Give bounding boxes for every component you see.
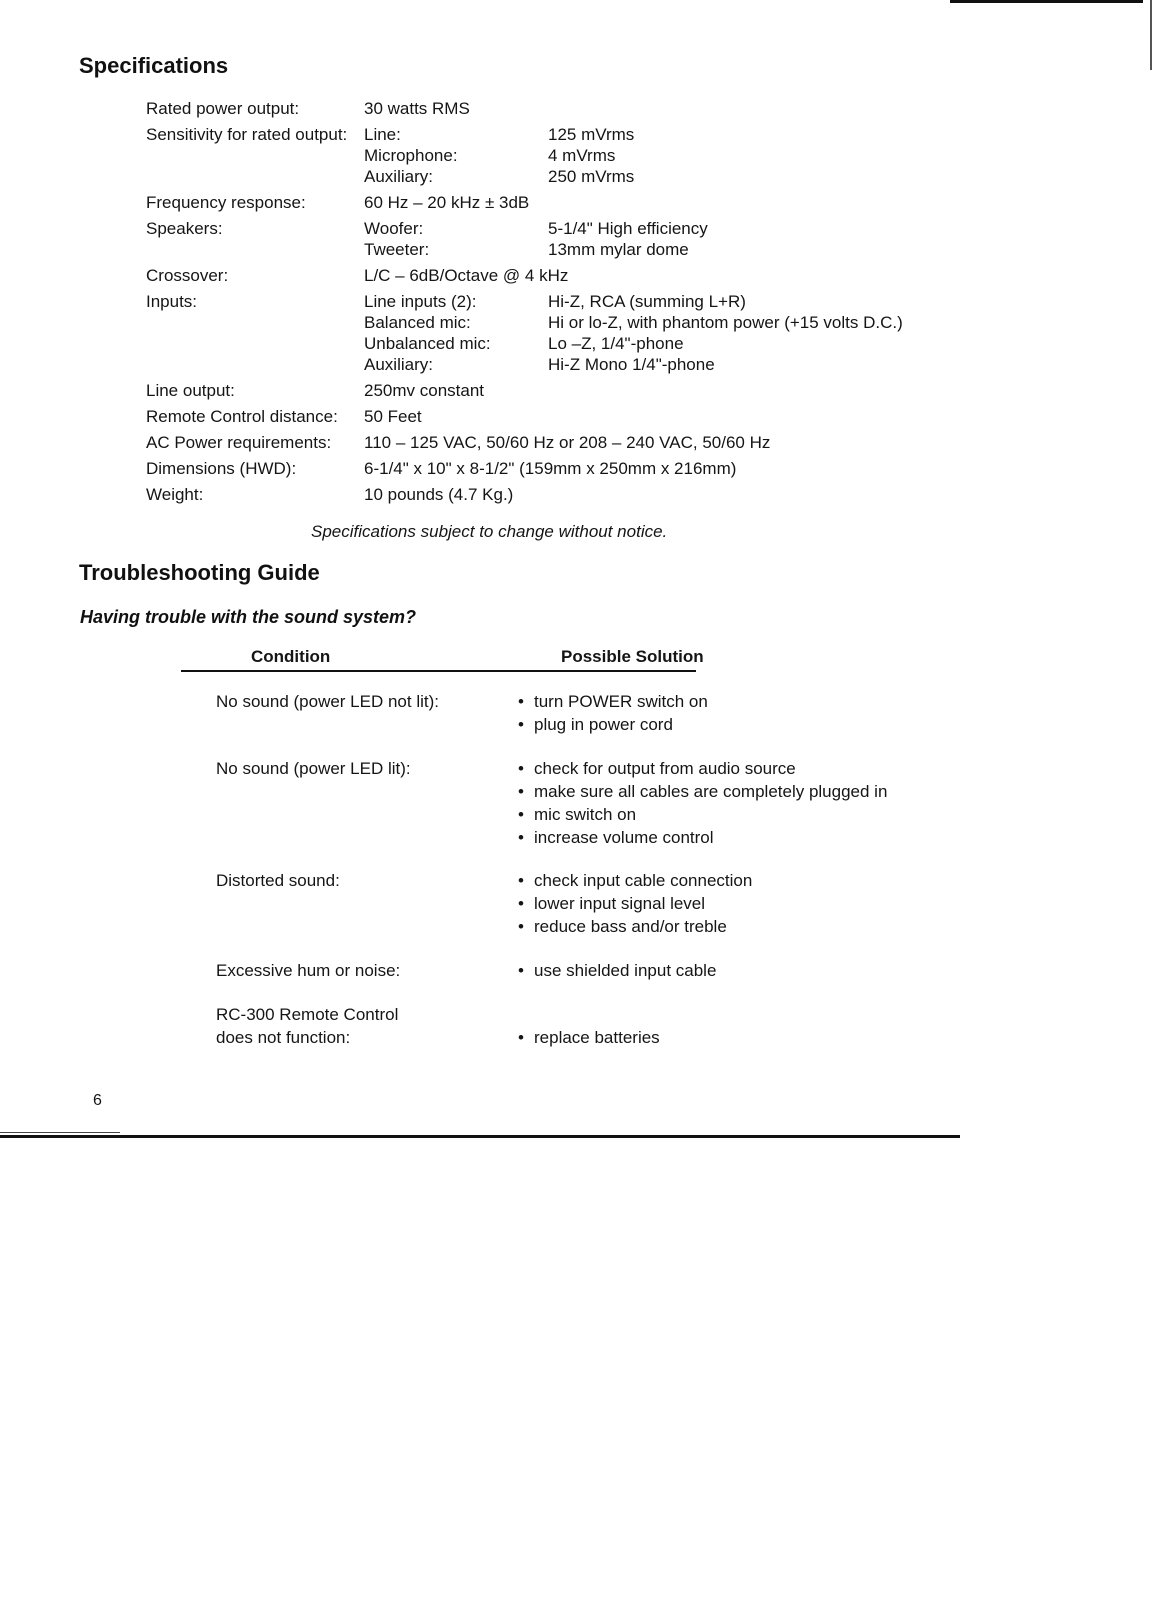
solution-list [518, 690, 916, 736]
spec-sub-name: Line inputs (2): [364, 292, 477, 311]
spec-sub-name: Unbalanced mic: [364, 334, 491, 353]
solution-item [518, 713, 916, 736]
condition-text: Excessive hum or noise: [216, 961, 401, 980]
spec-value [364, 218, 946, 260]
spec-value: L/C – 6dB/Octave @ 4 kHz [364, 266, 569, 285]
solution-list [518, 757, 916, 849]
bullet-icon: • [518, 759, 524, 778]
solution-text: turn POWER switch on [534, 692, 708, 711]
spec-sub-name: Microphone: [364, 146, 458, 165]
specifications-note: Specifications subject to change without notice. [311, 522, 668, 541]
bottom-rule [0, 1135, 960, 1138]
condition-header: Condition [251, 647, 331, 666]
top-rule [950, 0, 1143, 3]
spec-sub-value: Hi-Z Mono 1/4"-phone [548, 355, 715, 374]
solution-item [518, 780, 916, 803]
spec-sub-row [364, 145, 946, 166]
solution-text: check for output from audio source [534, 759, 796, 778]
bottom-rule-thin [0, 1132, 120, 1133]
spec-label: Remote Control distance: [146, 407, 338, 426]
bullet-icon: • [518, 894, 524, 913]
spec-label: Line output: [146, 381, 235, 400]
spec-row [146, 192, 946, 213]
spec-sub-value: 5-1/4" High efficiency [548, 219, 708, 238]
spec-label: Crossover: [146, 266, 229, 285]
spec-row [146, 124, 946, 187]
solution-item [518, 915, 916, 938]
spec-label: Frequency response: [146, 193, 306, 212]
spec-row [146, 98, 946, 119]
spec-sub-name: Auxiliary: [364, 167, 433, 186]
bullet-icon: • [518, 961, 524, 980]
spec-label: Sensitivity for rated output: [146, 125, 348, 144]
bullet-icon: • [518, 828, 524, 847]
spec-sub-value: 125 mVrms [548, 125, 635, 144]
spec-sub-name: Auxiliary: [364, 355, 433, 374]
solution-item [518, 869, 916, 892]
bullet-icon: • [518, 782, 524, 801]
spec-value: 30 watts RMS [364, 99, 470, 118]
condition-text: Distorted sound: [216, 871, 340, 890]
spec-sub-row [364, 218, 946, 239]
spec-value: 10 pounds (4.7 Kg.) [364, 485, 514, 504]
spec-label: Weight: [146, 485, 204, 504]
solution-text: replace batteries [534, 1028, 660, 1047]
spec-row [146, 432, 946, 453]
specifications-table [146, 98, 946, 510]
solution-list [518, 1003, 916, 1049]
spec-label: Dimensions (HWD): [146, 459, 297, 478]
spec-sub-name: Line: [364, 125, 401, 144]
spec-row [146, 406, 946, 427]
spec-label: AC Power requirements: [146, 433, 332, 452]
side-rule [1150, 0, 1152, 70]
troubleshooting-row [216, 1003, 916, 1049]
spec-sub-row [364, 124, 946, 145]
bullet-icon: • [518, 1028, 524, 1047]
spec-sub-row [364, 312, 946, 333]
spec-label: Speakers: [146, 219, 223, 238]
spec-sub-value: Lo –Z, 1/4"-phone [548, 334, 684, 353]
spec-sub-value: 250 mVrms [548, 167, 635, 186]
solution-list [518, 869, 916, 938]
spec-sub-name: Balanced mic: [364, 313, 471, 332]
spec-row [146, 218, 946, 260]
spec-sub-name: Tweeter: [364, 240, 430, 259]
solution-item [518, 803, 916, 826]
troubleshooting-subtitle: Having trouble with the sound system? [80, 607, 417, 627]
spec-row [146, 265, 946, 286]
condition-text: No sound (power LED lit): [216, 759, 411, 778]
spec-sub-row [364, 239, 946, 260]
bullet-icon: • [518, 871, 524, 890]
bullet-icon: • [518, 692, 524, 711]
solution-text: increase volume control [534, 828, 714, 847]
spec-sub-value: Hi or lo-Z, with phantom power (+15 volts D.C.) [548, 313, 903, 332]
spec-sub-value: Hi-Z, RCA (summing L+R) [548, 292, 746, 311]
spec-sub-row [364, 333, 946, 354]
bullet-icon: • [518, 805, 524, 824]
spec-value: 60 Hz – 20 kHz ± 3dB [364, 193, 530, 212]
solution-list [518, 959, 916, 982]
solution-item [518, 892, 916, 915]
spec-sub-value: 4 mVrms [548, 146, 616, 165]
spec-sub-row [364, 166, 946, 187]
troubleshooting-row [216, 690, 916, 736]
spec-sub-row [364, 291, 946, 312]
spec-value: 6-1/4" x 10" x 8-1/2" (159mm x 250mm x 216mm) [364, 459, 737, 478]
spec-row [146, 291, 946, 375]
spec-value [364, 291, 946, 375]
solution-item [518, 826, 916, 849]
troubleshooting-row [216, 757, 916, 849]
spec-value: 110 – 125 VAC, 50/60 Hz or 208 – 240 VAC, 50/60 Hz [364, 433, 771, 452]
spec-sub-row [364, 354, 946, 375]
spec-row [146, 380, 946, 401]
troubleshooting-title: Troubleshooting Guide [79, 560, 320, 585]
troubleshooting-row [216, 869, 916, 938]
bullet-icon: • [518, 917, 524, 936]
spec-sub-value: 13mm mylar dome [548, 240, 689, 259]
spec-sub-name: Woofer: [364, 219, 424, 238]
specifications-title: Specifications [79, 53, 229, 78]
troubleshooting-row [216, 959, 916, 982]
solution-item [518, 690, 916, 713]
solution-item [518, 757, 916, 780]
solution-text: use shielded input cable [534, 961, 717, 980]
solution-text: lower input signal level [534, 894, 706, 913]
bullet-icon: • [518, 715, 524, 734]
spec-label: Inputs: [146, 292, 198, 311]
solution-text: make sure all cables are completely plugged in [534, 782, 888, 801]
solution-text: check input cable connection [534, 871, 753, 890]
page-number: 6 [93, 1092, 102, 1109]
spec-row [146, 484, 946, 505]
condition-text: No sound (power LED not lit): [216, 692, 439, 711]
spec-value: 50 Feet [364, 407, 422, 426]
solution-text: plug in power cord [534, 715, 673, 734]
condition-text: RC-300 Remote Control does not function: [216, 1005, 399, 1047]
solution-text: reduce bass and/or treble [534, 917, 727, 936]
solution-item [518, 1026, 916, 1049]
solution-text: mic switch on [534, 805, 637, 824]
spec-value: 250mv constant [364, 381, 485, 400]
solution-header: Possible Solution [561, 647, 704, 666]
spec-row [146, 458, 946, 479]
table-header-rule [181, 670, 696, 672]
solution-item [518, 959, 916, 982]
spec-label: Rated power output: [146, 99, 300, 118]
spec-value [364, 124, 946, 187]
